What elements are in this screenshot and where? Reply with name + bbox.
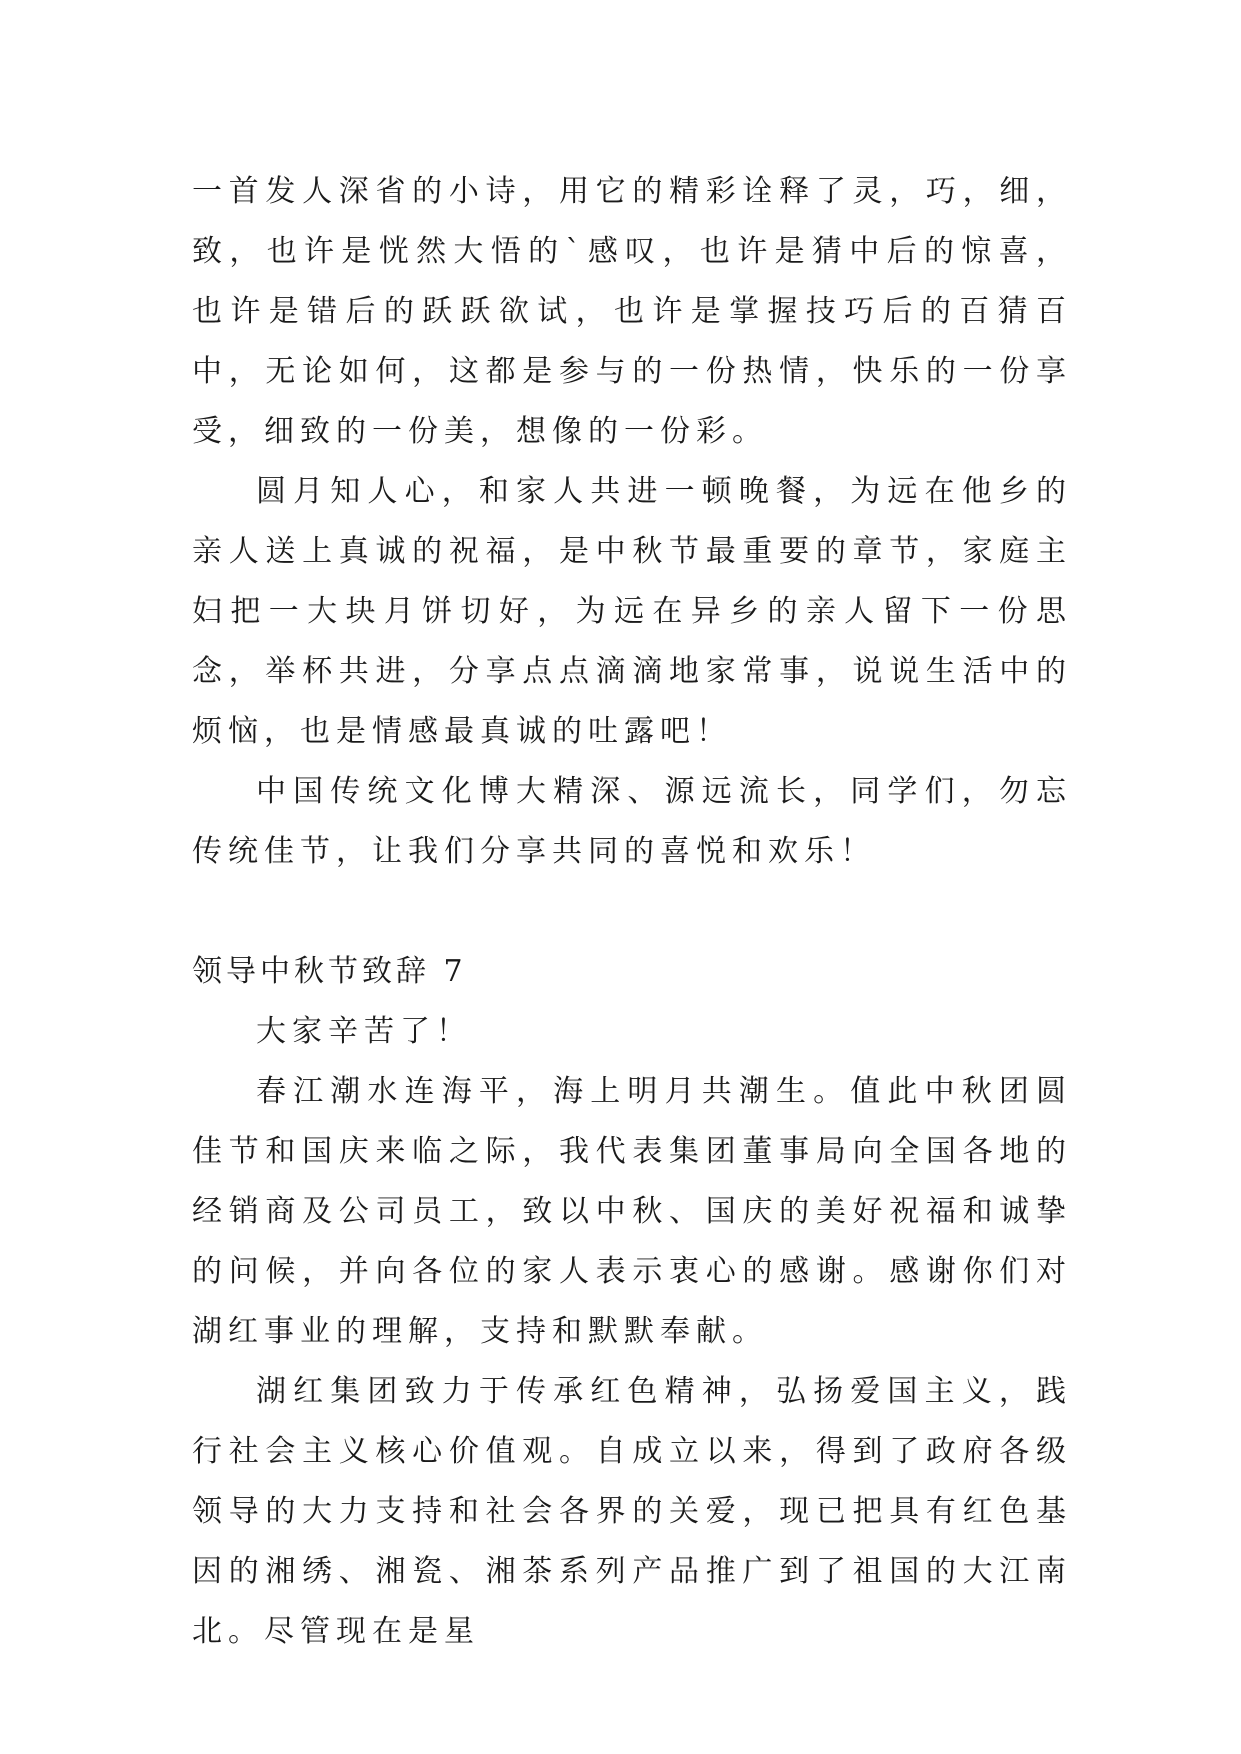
document-body	[192, 162, 1072, 1662]
section-heading: 领导中秋节致辞 7	[192, 954, 467, 989]
paragraph-company-mission: 湖红集团致力于传承红色精神，弘扬爱国主义，践行社会主义核心价值观。自成立以来，得到了政府各级领导的大力支持和社会各界的关爱，现已把具有红色基因的湘绣、湘瓷、湘茶系列产品推广到了祖国的大江南北。尽管现在是星	[192, 1374, 1072, 1649]
paragraph-festival-wishes: 春江潮水连海平，海上明月共潮生。值此中秋团圆佳节和国庆来临之际，我代表集团董事局向全国各地的经销商及公司员工，致以中秋、国庆的美好祝福和诚挚的问候，并向各位的家人表示衷心的感谢。感谢你们对湖红事业的理解，支持和默默奉献。	[192, 1074, 1072, 1349]
paragraph-greeting: 大家辛苦了！	[256, 1014, 472, 1049]
paragraph-family-dinner: 圆月知人心，和家人共进一顿晚餐，为远在他乡的亲人送上真诚的祝福，是中秋节最重要的章节，家庭主妇把一大块月饼切好，为远在异乡的亲人留下一份思念，举杯共进，分享点点滴滴地家常事，说说生活中的烦恼，也是情感最真诚的吐露吧！	[192, 474, 1072, 749]
paragraph-poem-reflection: 一首发人深省的小诗，用它的精彩诠释了灵，巧，细，致，也许是恍然大悟的`感叹，也许是猜中后的惊喜，也许是错后的跃跃欲试，也许是掌握技巧后的百猜百中，无论如何，这都是参与的一份热情，快乐的一份享受，细致的一份美，想像的一份彩。	[192, 174, 1072, 449]
paragraph-tradition: 中国传统文化博大精深、源远流长，同学们，勿忘传统佳节，让我们分享共同的喜悦和欢乐！	[192, 774, 1072, 869]
